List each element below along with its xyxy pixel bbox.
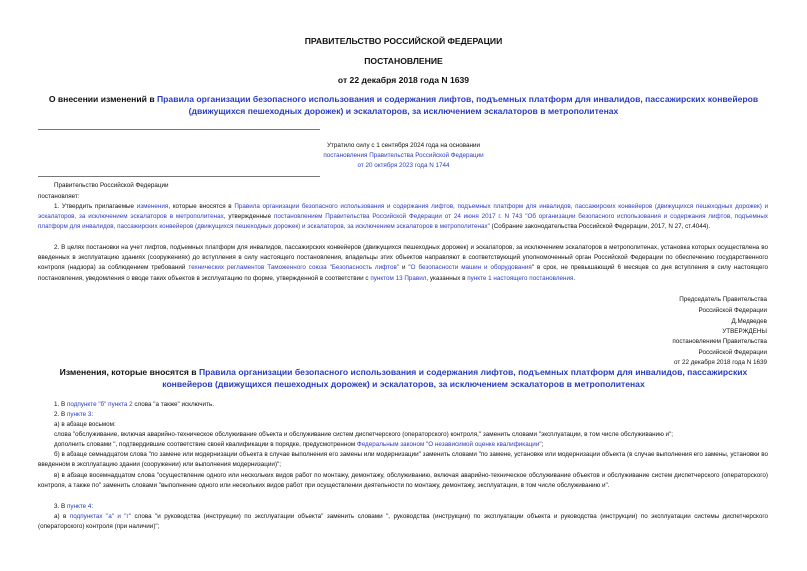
repeal-decree-date-link[interactable]: от 20 октября 2023 года N 1744 — [357, 162, 450, 169]
approved-by: постановлением Правительства — [672, 338, 767, 345]
p2-text-b: и " — [399, 264, 411, 272]
changes-title-prefix: Изменения, которые вносятся в — [59, 367, 199, 377]
p1-text-b: , которые вносятся в — [168, 203, 235, 210]
item-2c: в) в абзаце восемнадцатом слова "осуществление одного или нескольких видов работ по монтажу, демонтажу, обслуживанию, включая аварийно-техническое обслуживание объектов и обслуживание систем диспетчерского (операторского) контроля, а также по" заменить словами "выполнение одного или нескольких видов работ при осуществлении деятельности по монтажу, демонтажу, эксплуатации, в том числе обслуживанию и". — [38, 472, 768, 490]
item3a-text-b: слова "и руководства (инструкции) по эксплуатации объекта" заменить словами ", руководства (инструкции) по эксплуатации объекта и руководства (инструкции) по эксплуатации системы диспетчерского (операторского) контроля (при наличии)"; — [38, 513, 768, 531]
paragraph-1 — [38, 202, 768, 233]
item3a-text-a: а) в — [54, 513, 70, 520]
item2-text-b: : — [91, 411, 94, 418]
p2-text-c: " в срок, не превышающий 6 месяцев со дня вступления в силу настоящего постановления, уведомления о вводе таких объектов в эксплуатацию по форме, утвержденной в соответствии с — [38, 264, 769, 282]
point-3-link[interactable]: пункте 3 — [66, 411, 92, 418]
approved-label: УТВЕРЖДЕНЫ — [722, 328, 767, 335]
intro-line2: постановляет: — [38, 193, 80, 200]
item3-text-b: : — [91, 503, 94, 510]
item-2 — [38, 410, 768, 420]
status-note-line1: Утратило силу с 1 сентября 2024 года на основании — [326, 142, 480, 149]
repeal-decree-link[interactable]: постановления Правительства Российской Федерации — [323, 152, 484, 159]
title-prefix: О внесении изменений в — [48, 94, 157, 104]
signature-title: Председатель Правительства — [679, 296, 767, 303]
changes-link[interactable]: изменения — [136, 203, 169, 210]
item-2a-2 — [38, 440, 768, 450]
p1-text-d: (Собрание законодательства Российской Федерации, 2017, N 27, ст.4044). — [489, 223, 711, 231]
intro-line1: Правительство Российской Федерации — [54, 182, 169, 189]
p2-text-a: 2. В целях постановки на учет лифтов, подъемных платформ для инвалидов, пассажирских конвейеров (движущихся пешеходных дорожек) и эскалаторов, за исключением эскалаторов в метрополитенах, установка которых осуществлена во введенных в эксплуатацию зданиях (сооружениях) до вступления в силу настоящего постановления, владельцы этих объектов направляют в соответствующий уполномоченный орган Российской Федерации по обеспечению государственного контроля (надзора) за соблюдением требований — [38, 244, 768, 272]
point-4-link[interactable]: пункте 4 — [66, 503, 92, 510]
changes-title — [40, 367, 767, 390]
item3-text-a: 3. В — [54, 503, 67, 510]
p1-text-c: , утвержденные — [223, 213, 274, 221]
approved-org: Российской Федерации — [698, 349, 767, 356]
subpoints-a-g-link[interactable]: подпунктах "а" и "г" — [69, 513, 132, 520]
federal-law-link[interactable]: Федеральным законом "О независимой оценке квалификации" — [356, 441, 542, 448]
item1-text-a: 1. В — [54, 401, 67, 408]
rule-13-link[interactable]: пунктом 13 Правил — [370, 274, 427, 282]
paragraph-2 — [38, 243, 768, 284]
item-2b: б) в абзаце семнадцатом слова "по замене или модернизации объекта в случае выполнения его замены или модернизации" заменить словами "по замене, установке или модернизации объекта (в случае выполнения его замены, установки во введенном в эксплуатацию здании (сооружении) или выполнения модернизации)"; — [38, 451, 768, 469]
item2a2-text-b: ; — [541, 441, 544, 448]
government-heading: ПРАВИТЕЛЬСТВО РОССИЙСКОЙ ФЕДЕРАЦИИ — [304, 36, 503, 46]
signature-name: Д.Медведев — [731, 318, 767, 325]
point-1-link[interactable]: пункте 1 настоящего постановления — [467, 274, 574, 282]
separator-top — [38, 129, 320, 130]
tech-regulation-lifts-link[interactable]: технических регламентов Таможенного союза "Безопасность лифтов" — [188, 264, 400, 272]
approved-date: от 22 декабря 2018 года N 1639 — [673, 359, 767, 366]
machine-safety-link[interactable]: О безопасности машин и оборудования — [410, 264, 532, 272]
item-2a: а) в абзаце восьмом: — [54, 421, 116, 428]
document-type-heading: ПОСТАНОВЛЕНИЕ — [364, 56, 443, 66]
item2a2-text-a: дополнить словами ", подтвердившие соответствие своей квалификации в порядке, предусмотренном — [54, 441, 357, 448]
item2-text-a: 2. В — [54, 411, 67, 418]
changes-rules-link[interactable]: Правила организации безопасного использования и содержания лифтов, подъемных платформ для инвалидов, пассажирских конвейеров (движущихся пешеходных дорожек) и эскалаторов, за исключением эскалаторов в метрополитенах — [162, 367, 748, 389]
p1-text-a: 1. Утвердить прилагаемые — [54, 203, 137, 210]
rules-link[interactable]: Правила организации безопасного использования и содержания лифтов, подъемных платформ для инвалидов, пассажирских конвейеров (движущихся пешеходных дорожек) и эскалаторов, за исключением эскалаторов в метрополитенах — [157, 94, 759, 116]
document-date: от 22 декабря 2018 года N 1639 — [337, 75, 470, 85]
item-2a-1: слова "обслуживание, включая аварийно-техническое обслуживание объекта и обслуживание систем диспетчерского (операторского) контроля," заменить словами "эксплуатации, в том числе обслуживанию и"; — [54, 431, 674, 438]
document-title — [40, 94, 767, 117]
separator-bottom — [38, 176, 320, 177]
item1-text-b: слова "а также" исключить. — [132, 401, 214, 408]
item-3a — [38, 512, 768, 532]
item-3 — [38, 502, 768, 512]
p2-text-d: , указанных в — [426, 274, 468, 282]
subpoint-b-point-2-link[interactable]: подпункте "б" пункта 2 — [66, 401, 133, 408]
signature-org: Российской Федерации — [698, 307, 767, 314]
decree-743-link[interactable]: постановлением Правительства Российской Федерации от 24 июня 2017 г. N 743 "Об организации безопасного использования и содержания лифтов, подъемных платформ для инвалидов, пассажирских конвейеров (движущихся пешеходных дорожек) и эскалаторов, за исключением эскалаторов в метрополитенах" — [38, 213, 769, 231]
p2-text-e: . — [573, 274, 576, 282]
item-1 — [38, 400, 768, 410]
rules-link-p1[interactable]: Правила организации безопасного использования и содержания лифтов, подъемных платформ для инвалидов, пассажирских конвейеров (движущихся пешеходных дорожек) и эскалаторов, за исключением эскалаторов в метрополитенах — [38, 203, 768, 221]
